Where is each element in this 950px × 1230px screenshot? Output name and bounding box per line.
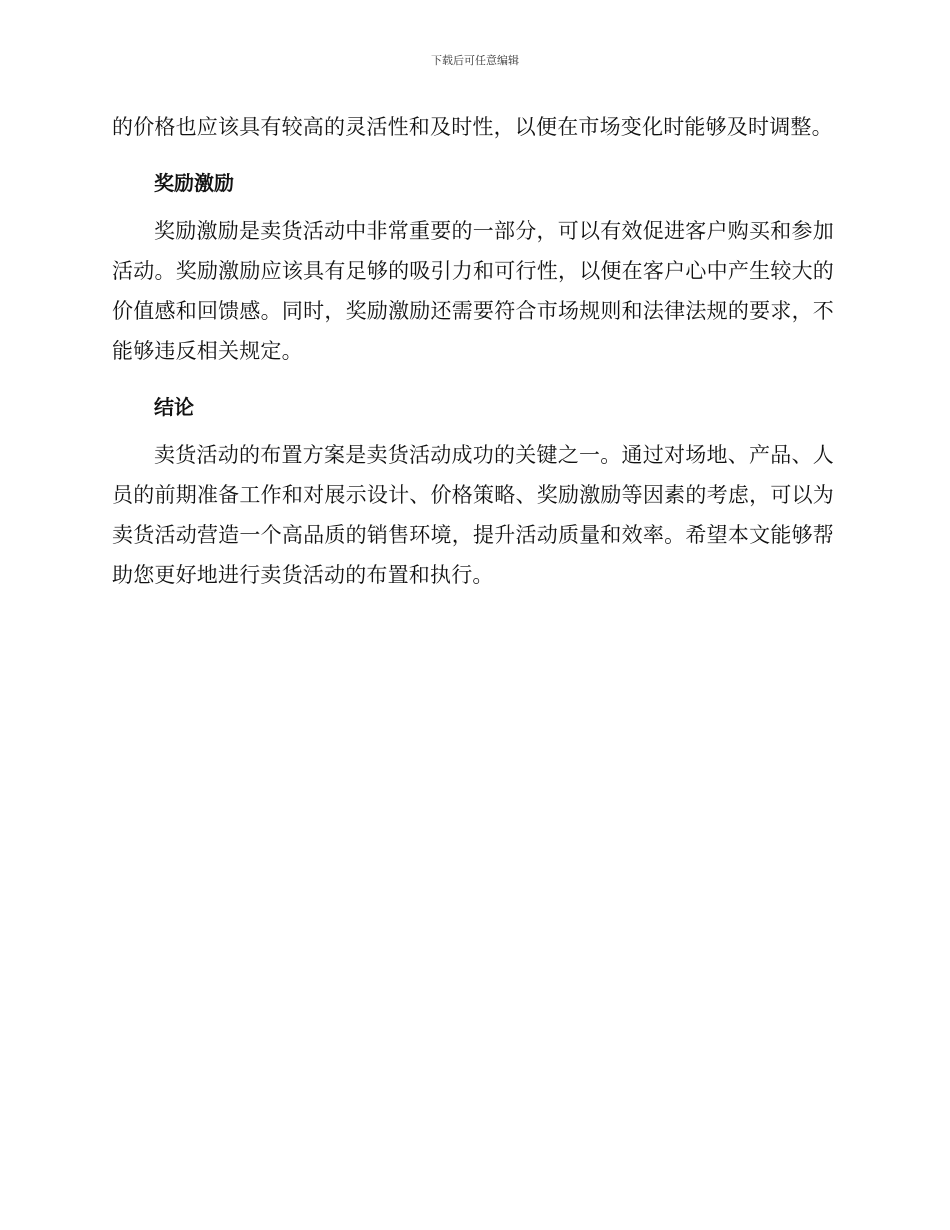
document-body xyxy=(112,107,834,595)
page-header-note: 下载后可任意编辑 xyxy=(431,54,519,67)
intro-paragraph: 的价格也应该具有较高的灵活性和及时性，以便在市场变化时能够及时调整。 xyxy=(112,115,833,139)
reward-paragraph: 奖励激励是卖货活动中非常重要的一部分，可以有效促进客户购买和参加活动。奖励激励应该具有足够的吸引力和可行性，以便在客户心中产生较大的价值感和回馈感。同时，奖励激励还需要符合市场规则和法律法规的要求，不能够违反相关规定。 xyxy=(112,219,834,363)
section-heading-reward: 奖励激励 xyxy=(154,171,234,195)
conclusion-paragraph: 卖货活动的布置方案是卖货活动成功的关键之一。通过对场地、产品、人员的前期准备工作和对展示设计、价格策略、奖励激励等因素的考虑，可以为卖货活动营造一个高品质的销售环境，提升活动质量和效率。希望本文能够帮助您更好地进行卖货活动的布置和执行。 xyxy=(112,443,834,587)
section-heading-conclusion: 结论 xyxy=(154,395,194,419)
